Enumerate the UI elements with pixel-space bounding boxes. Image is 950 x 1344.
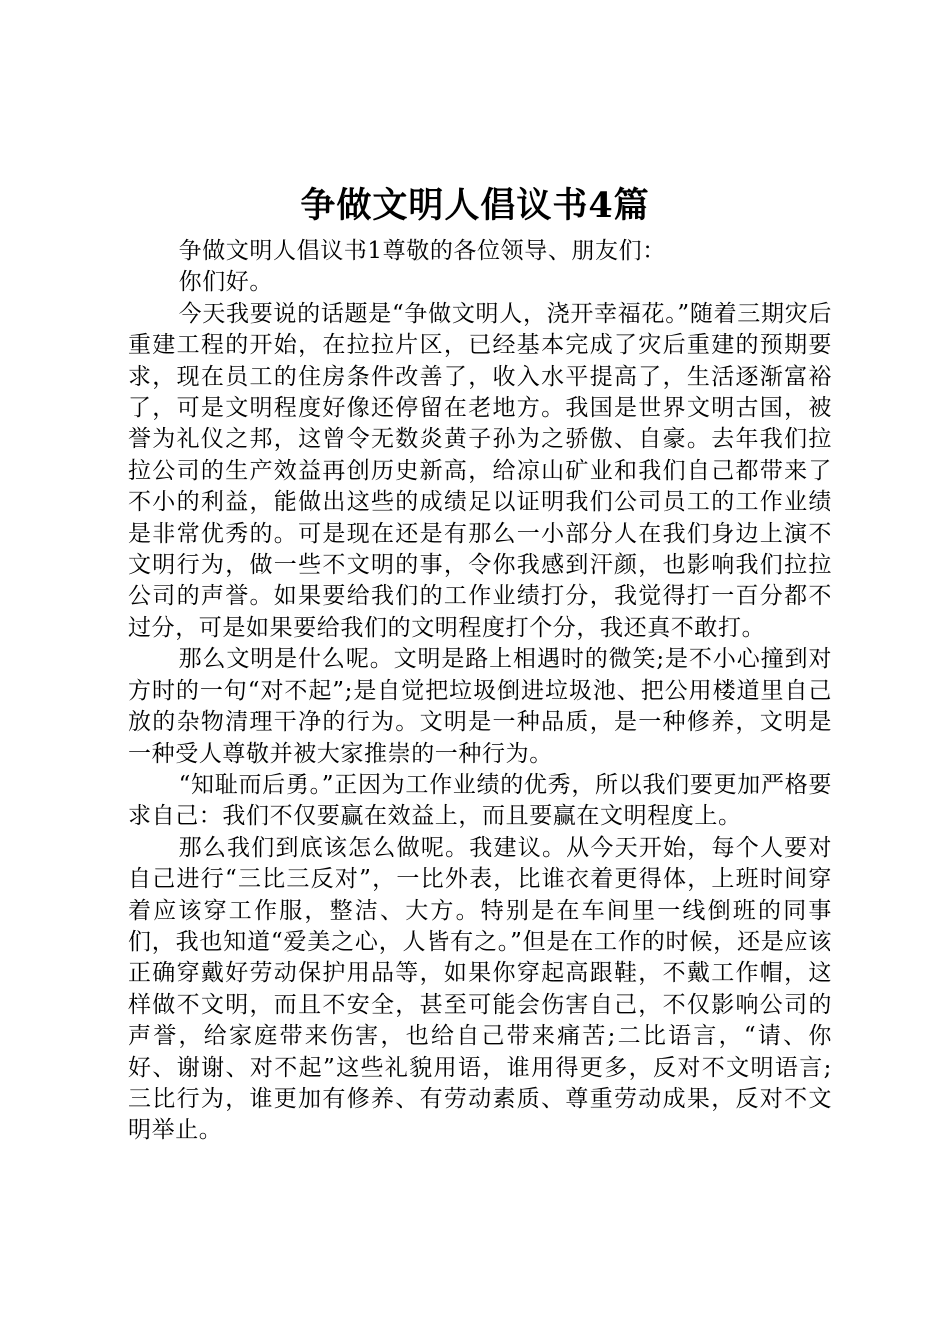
paragraph-what-is-civility: 那么文明是什么呢。文明是路上相遇时的微笑;是不小心撞到对方时的一句“对不起”;是自觉把垃圾倒进垃圾池、把公用楼道里自己放的杂物清理干净的行为。文明是一种品质，是一种修养，文明是一种受人尊敬并被大家推崇的一种行为。: [128, 646, 832, 767]
paragraph-know-shame: “知耻而后勇。”正因为工作业绩的优秀，所以我们要更加严格要求自己：我们不仅要赢在效益上，而且要赢在文明程度上。: [128, 771, 832, 830]
paragraph-proposal: 那么我们到底该怎么做呢。我建议。从今天开始，每个人要对自己进行“三比三反对”，一比外表，比谁衣着更得体，上班时间穿着应该穿工作服，整洁、大方。特别是在车间里一线倒班的同事们，我也知道“爱美之心，人皆有之。”但是在工作的时候，还是应该正确穿戴好劳动保护用品等，如果你穿起高跟鞋，不戴工作帽，这样做不文明，而且不安全，甚至可能会伤害自己，不仅影响公司的声誉，给家庭带来伤害，也给自己带来痛苦;二比语言，“请、你好、谢谢、对不起”这些礼貌用语，谁用得更多，反对不文明语言;三比行为，谁更加有修养、有劳动素质、尊重劳动成果，反对不文明举止。: [128, 834, 832, 1144]
document-body: [128, 236, 832, 1147]
paragraph-topic: 今天我要说的话题是“争做文明人，浇开幸福花。”随着三期灾后重建工程的开始，在拉拉片区，已经基本完成了灾后重建的预期要求，现在员工的住房条件改善了，收入水平提高了，生活逐渐富裕了，可是文明程度好像还停留在老地方。我国是世界文明古国，被誉为礼仪之邦，这曾令无数炎黄子孙为之骄傲、自豪。去年我们拉拉公司的生产效益再创历史新高，给凉山矿业和我们自己都带来了不小的利益，能做出这些的成绩足以证明我们公司员工的工作业绩是非常优秀的。可是现在还是有那么一小部分人在我们身边上演不文明行为，做一些不文明的事，令你我感到汗颜，也影响我们拉拉公司的声誉。如果要给我们的工作业绩打分，我觉得打一百分都不过分，可是如果要给我们的文明程度打个分，我还真不敢打。: [128, 300, 832, 641]
paragraph-greeting: 争做文明人倡议书1尊敬的各位领导、朋友们：: [178, 238, 666, 264]
paragraph-hello: 你们好。: [178, 269, 273, 296]
document-title: 争做文明人倡议书4篇: [300, 185, 650, 226]
